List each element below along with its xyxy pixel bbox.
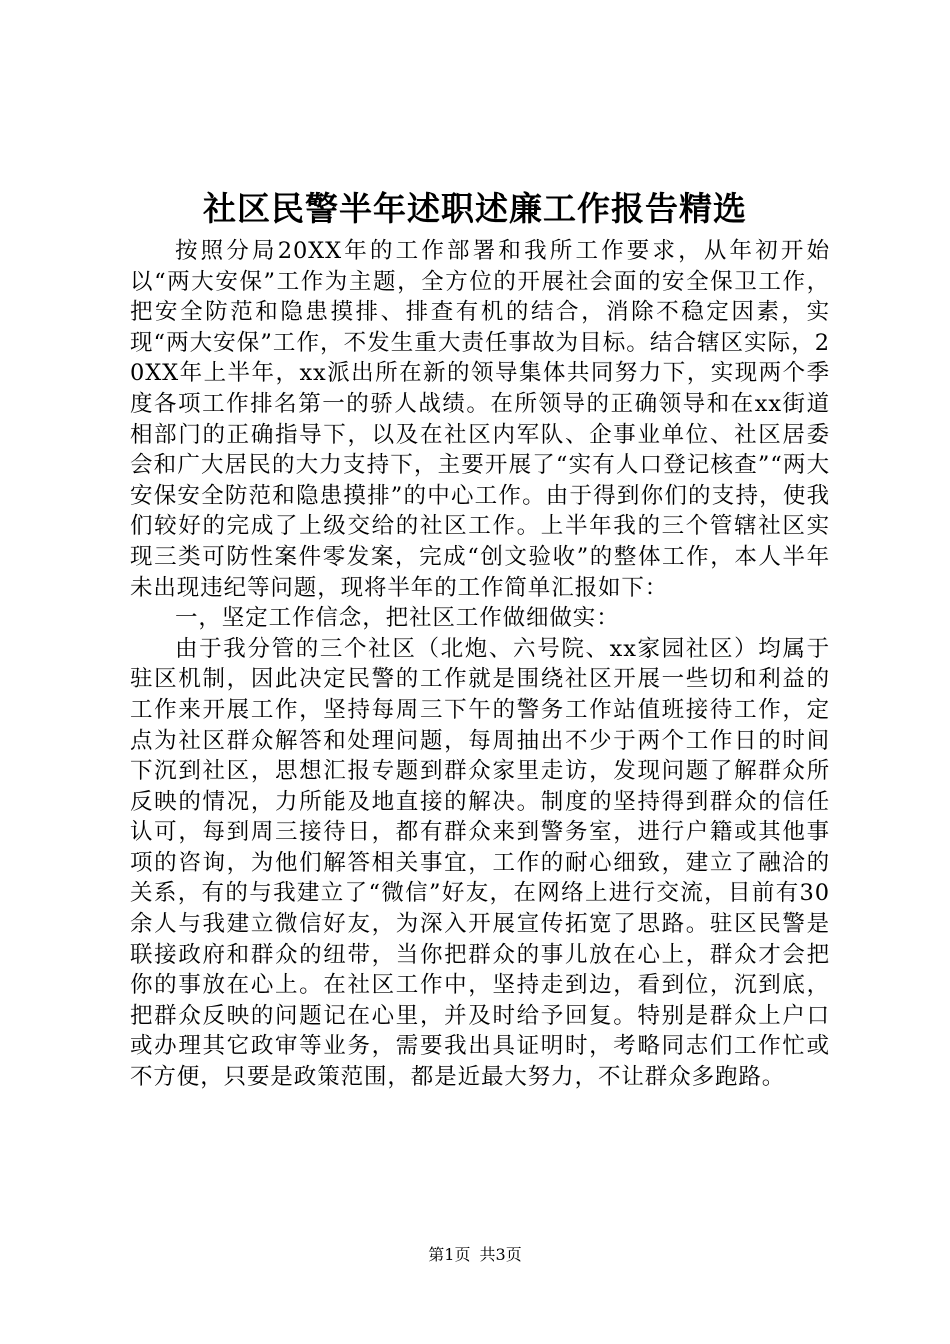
- page-number: 第1页: [428, 1245, 471, 1264]
- section-heading-1: 一，坚定工作信念，把社区工作做细做实：: [175, 605, 620, 632]
- document-title: 社区民警半年述职述廉工作报告精选: [203, 189, 747, 228]
- paragraph-section-1: 由于我分管的三个社区（北炮、六号院、xx家园社区）均属于驻区机制，因此决定民警的工作就是围绕社区开展一些切和利益的工作来开展工作，坚持每周三下午的警务工作站值班接待工作，定点为社区群众解答和处理问题，每周抽出不少于两个工作日的时间下沉到社区，思想汇报专题到群众家里走访，发现问题了解群众所反映的情况，力所能及地直接的解决。制度的坚持得到群众的信任认可，每到周三接待日，都有群众来到警务室，进行户籍或其他事项的咨询，为他们解答相关事宜，工作的耐心细致，建立了融洽的关系，有的与我建立了“微信”好友，在网络上进行交流，目前有30余人与我建立微信好友，为深入开展宣传拓宽了思路。驻区民警是联接政府和群众的纽带，当你把群众的事儿放在心上，群众才会把你的事放在心上。在社区工作中，坚持走到边，看到位，沉到底，把群众反映的问题记在心里，并及时给予回复。特别是群众上户口或办理其它政审等业务，需要我出具证明时，考略同志们工作忙或不方便，只要是政策范围，都是近最大努力，不让群众多跑路。: [130, 635, 830, 1091]
- page-total: 共3页: [479, 1245, 522, 1264]
- document-body: [130, 236, 830, 1093]
- page-footer: [0, 1244, 950, 1266]
- paragraph-intro: 按照分局20XX年的工作部署和我所工作要求，从年初开始以“两大安保”工作为主题，全方位的开展社会面的安全保卫工作，把安全防范和隐患摸排、排查有机的结合，消除不稳定因素，实现“两大安保”工作，不发生重大责任事故为目标。结合辖区实际，20XX年上半年，xx派出所在新的领导集体共同努力下，实现两个季度各项工作排名第一的骄人战绩。在所领导的正确领导和在xx街道相部门的正确指导下，以及在社区内军队、企事业单位、社区居委会和广大居民的大力支持下，主要开展了“实有人口登记核查”“两大安保安全防范和隐患摸排”的中心工作。由于得到你们的支持，使我们较好的完成了上级交给的社区工作。上半年我的三个管辖社区实现三类可防性案件零发案，完成“创文验收”的整体工作，本人半年未出现违纪等问题，现将半年的工作简单汇报如下：: [130, 238, 830, 601]
